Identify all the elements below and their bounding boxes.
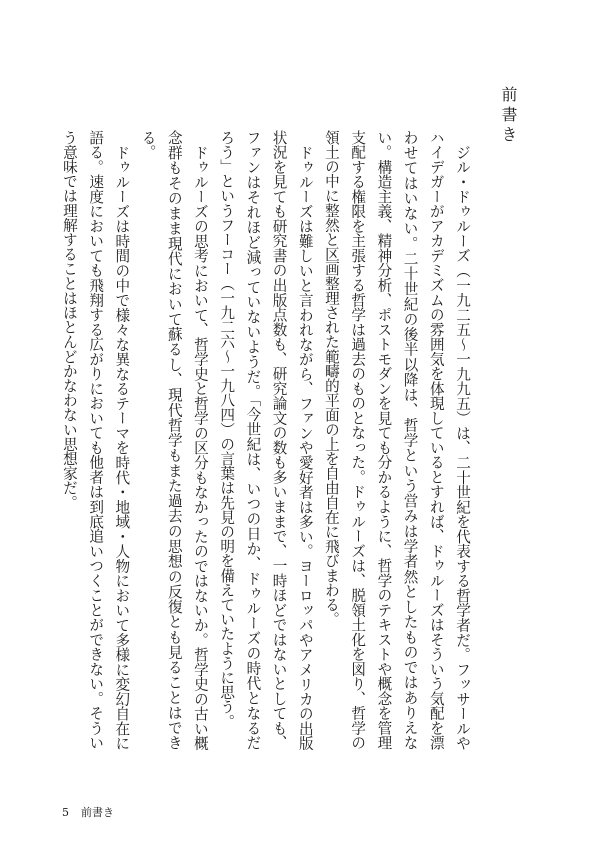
paragraph: ドゥルーズの思考において、哲学史と哲学の区分もなかったのではないか。哲学史の古い概念群もそのまま現代において蘇るし、現代哲学もまた過去の思想の反復とも見ることはできる。 — [139, 130, 209, 750]
page-number: 5 — [62, 806, 69, 819]
paragraph: ジル・ドゥルーズ（一九二五〜一九九五）は、二十世紀を代表する哲学者だ。フッサールやハイデガーがアカデミズムの雰囲気を体現しているとすれば、ドゥルーズはそういう気配を漂わせてはいない。二十世紀の後半以降は、哲学という営みは学者然としたものではありえない。構造主義、精神分析、ポストモダンを見ても分かるように、哲学のテキストや概念を管理支配する権限を主張する哲学は過去のものとなった。ドゥルーズは、脱領土化を図り、哲学の領土の中に整然と区画整理された範疇的平面の上を自由自在に飛びまわる。 — [322, 130, 471, 750]
paragraph: ドゥルーズは難しいと言われながら、ファンや愛好者は多い。ヨーロッパやアメリカの出版状況を見ても研究書の出版点数も、研究論文の数も多いままで、一時ほどではないとしても、ファンはそれほど減っていないようだ。「今世紀は、いつの日か、ドゥルーズの時代となるだろう」というフーコー（一九二六〜一九八四）の言葉は先見の明を備えていたように思う。 — [218, 130, 314, 750]
running-head: 前書き — [81, 806, 114, 819]
body-text — [60, 130, 475, 750]
page-footer — [62, 807, 114, 818]
paragraph: ドゥルーズは時間の中で様々な異なるテーマを時代・地域・人物において多様に変幻自在に語る。速度においても飛翔する広がりにおいても他者は到底追いつくことができない。そういう意味では理解することはほとんどかなわない思想家だ。 — [60, 130, 131, 750]
chapter-title: 前書き — [499, 86, 518, 146]
